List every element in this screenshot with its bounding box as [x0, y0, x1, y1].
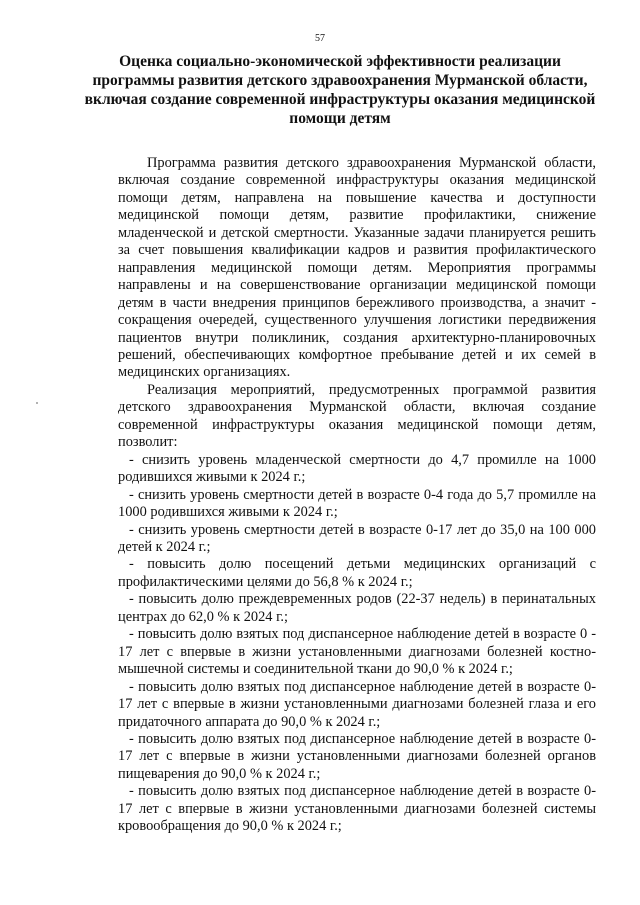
- list-item: - повысить долю взятых под диспансерное наблюдение детей в возрасте 0-17 лет с впервые в жизни установленными диагнозами болезней органов пищеварения до 90,0 % к 2024 г.;: [118, 730, 596, 782]
- title-line: программы развития детского здравоохранения Мурманской области,: [92, 72, 588, 89]
- title-line: Оценка социально-экономической эффективности реализации: [119, 53, 561, 70]
- list-item: - повысить долю взятых под диспансерное наблюдение детей в возрасте 0-17 лет с впервые в жизни установленными диагнозами болезней системы кровообращения до 90,0 % к 2024 г.;: [118, 783, 596, 835]
- list-item: - снизить уровень смертности детей в возрасте 0-17 лет до 35,0 на 100 000 детей к 2024 г.;: [118, 521, 596, 555]
- page-number: 57: [315, 33, 325, 44]
- intro-paragraph: Программа развития детского здравоохранения Мурманской области, включая создание современной инфраструктуры оказания медицинской помощи детям, направлена на повышение качества и доступности медицинской помощи детям, развитие профилактики, снижение младенческой и детской смертности. Указанные задачи планируется решить за счет повышения квалификации кадров и развития профилактического направления медицинской помощи детям. Мероприятия программы направлены и на совершенствование организации медицинской помощи детям в части внедрения принципов бережливого производства, а значит - сокращения очередей, существенного улучшения логистики передвижения пациентов внутри поликлиник, создания архитектурно-планировочных решений, обеспечивающих комфортное пребывание детей и их семей в медицинских организациях.: [118, 155, 596, 381]
- document-title: [80, 52, 600, 128]
- list-item: - снизить уровень смертности детей в возрасте 0-4 года до 5,7 промилле на 1000 родившихся живыми к 2024 г.;: [118, 486, 596, 521]
- title-line: помощи детям: [289, 110, 391, 127]
- scan-speck: [36, 402, 38, 404]
- outcomes-intro-paragraph: Реализация мероприятий, предусмотренных программой развития детского здравоохранения Мурманской области, включая создание современной инфраструктуры оказания медицинской помощи детям, позволит:: [118, 381, 596, 451]
- document-body: [118, 155, 596, 836]
- list-item: - снизить уровень младенческой смертности до 4,7 промилле на 1000 родившихся живыми к 2024 г.;: [118, 451, 596, 486]
- list-item: - повысить долю посещений детьми медицинских организаций с профилактическими целями до 56,8 % к 2024 г.;: [118, 556, 596, 590]
- title-line: включая создание современной инфраструктуры оказания медицинской: [84, 91, 596, 108]
- list-item: - повысить долю взятых под диспансерное наблюдение детей в возрасте 0-17 лет с впервые в жизни установленными диагнозами болезней глаза и его придаточного аппарата до 90,0 % к 2024 г.;: [118, 678, 596, 730]
- list-item: - повысить долю взятых под диспансерное наблюдение детей в возрасте 0 - 17 лет с впервые в жизни установленными диагнозами болезней костно-мышечной системы и соединительной ткани до 90,0 % к 2024 г.;: [118, 626, 596, 678]
- list-item: - повысить долю преждевременных родов (22-37 недель) в перинатальных центрах до 62,0 % к 2024 г.;: [118, 591, 596, 625]
